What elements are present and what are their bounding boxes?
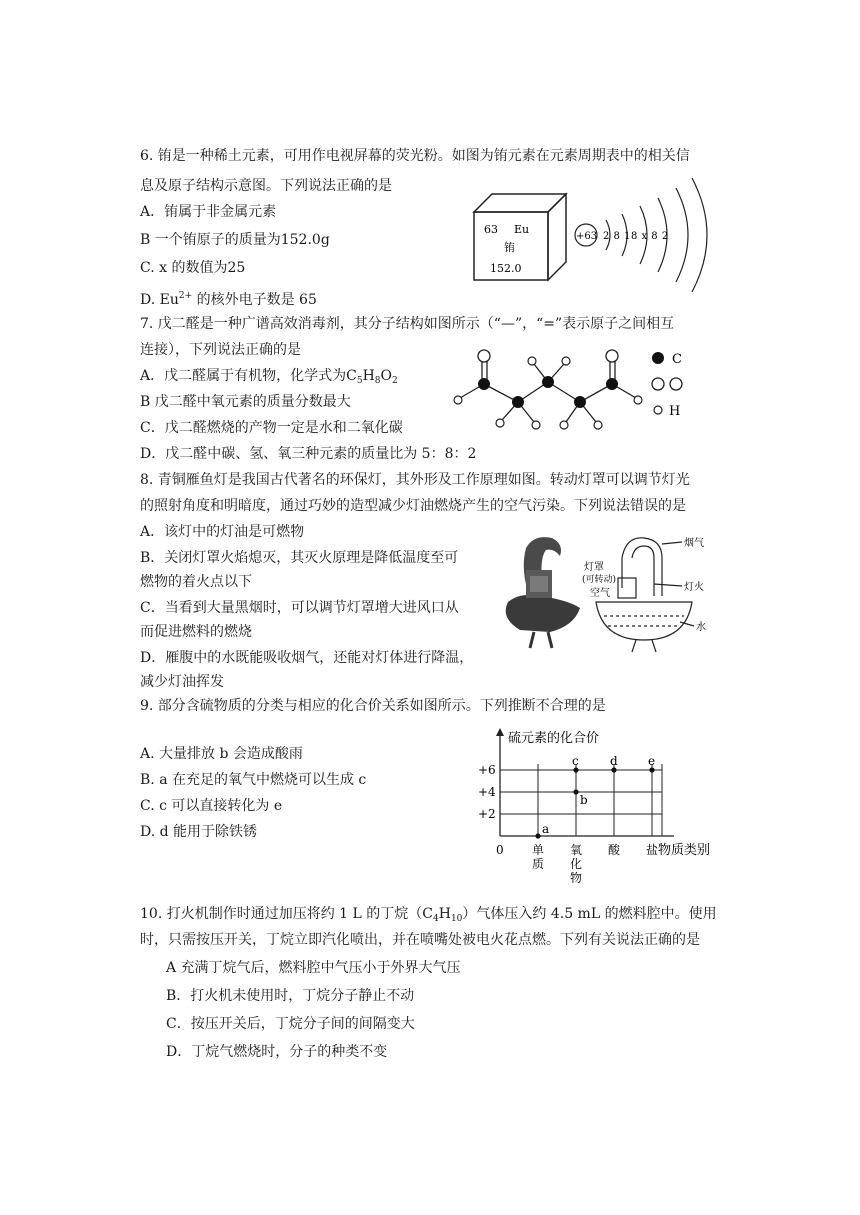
tile-name: 铕: [504, 241, 515, 254]
legend-carbon: C: [672, 352, 682, 367]
nucleus-charge: +63: [576, 231, 598, 242]
q6-option-a: A．铕属于非金属元素: [140, 204, 277, 220]
q6-stem-line2: 息及原子结构示意图。下列说法正确的是: [140, 178, 392, 194]
point-a: [535, 833, 540, 838]
label-water: 水: [696, 622, 706, 633]
q8-option-b-line1: B．关闭灯罩火焰熄灭，其灭火原理是降低温度至可: [140, 550, 459, 566]
y-axis-label: 硫元素的化合价: [508, 731, 600, 746]
label-air: 空气: [590, 588, 610, 599]
y-tick-label: +6: [478, 763, 496, 777]
label-shade: 灯罩: [584, 562, 604, 573]
label-shade-note: (可转动): [582, 575, 617, 585]
x-tick-label: 氧: [570, 843, 583, 857]
y-tick-label: +4: [478, 785, 496, 799]
q8-option-b-line2: 燃物的着火点以下: [140, 574, 252, 590]
q8-stem-line1: 8. 青铜雁鱼灯是我国古代著名的环保灯，其外形及工作原理如图。转动灯罩可以调节灯光: [140, 472, 690, 488]
x-tick-label: 盐: [646, 843, 659, 857]
point-label-b: b: [580, 793, 588, 807]
bronze-lamp-image: [490, 530, 585, 652]
electron-shells: 2 8 18 x 8 2: [603, 231, 669, 242]
q10-option-b: B．打火机未使用时，丁烷分子静止不动: [166, 988, 415, 1004]
legend-hydrogen-dot: [654, 406, 662, 414]
legend-oxygen-dot: [652, 378, 664, 390]
q10-stem-line2: 时，只需按压开关，丁烷立即汽化喷出，并在喷嘴处被电火花点燃。下列有关说法正确的是: [140, 932, 700, 948]
q7-option-b: B 戊二醛中氧元素的质量分数最大: [140, 394, 351, 410]
q8-option-a: A．该灯中的灯油是可燃物: [140, 524, 305, 540]
point-label-d: d: [610, 754, 618, 768]
tile-atomic-number: 63: [484, 223, 498, 236]
q6-option-d: D. $Eu^{2+}$ 的核外电子数是 65: [140, 291, 317, 308]
q9-stem: 9. 部分含硫物质的分类与相应的化合价关系如图所示。下列推断不合理的是: [140, 698, 606, 714]
q10-option-a: A 充满丁烷气后，燃料腔中气压小于外界大气压: [166, 960, 461, 976]
lamp-principle-diagram: [582, 528, 722, 658]
y-axis-arrow: [496, 728, 504, 736]
q9-option-a: A. 大量排放 b 会造成酸雨: [140, 746, 303, 762]
q6-option-b: B 一个铕原子的质量为152.0g: [140, 232, 330, 248]
label-smoke: 烟气: [684, 538, 704, 549]
tile-symbol: Eu: [514, 223, 530, 236]
sulfur-valence-chart: [472, 724, 732, 890]
molecule-diagram: [448, 344, 728, 440]
point-label-c: c: [572, 754, 579, 768]
q6-option-c: C. x 的数值为25: [140, 260, 246, 276]
q7-option-d: D．戊二醛中碳、氢、氧三种元素的质量比为 5：8：2: [140, 446, 477, 462]
periodic-tile: [470, 190, 570, 282]
q8-option-d-line2: 减少灯油挥发: [140, 674, 224, 690]
q10-option-d: D．丁烷气燃烧时，分子的种类不变: [166, 1044, 388, 1060]
point-b: [573, 789, 578, 794]
point-label-e: e: [648, 754, 656, 768]
q8-option-d-line1: D．雁腹中的水既能吸收烟气，还能对灯体进行降温，: [140, 650, 474, 666]
q8-option-c-line2: 而促进燃料的燃烧: [140, 624, 252, 640]
q8-stem-line2: 的照射角度和明暗度，通过巧妙的造型减少灯油燃烧产生的空气污染。下列说法错误的是: [140, 498, 686, 514]
q7-option-c: C．戊二醛燃烧的产物一定是水和二氧化碳: [140, 420, 403, 436]
origin-label: 0: [496, 843, 504, 857]
x-tick-label: 酸: [608, 843, 621, 857]
x-tick-label: 质: [532, 857, 545, 871]
point-d: [611, 767, 616, 772]
x-tick-label: 物: [570, 871, 583, 885]
q9-option-d: D. d 能用于除铁锈: [140, 824, 258, 840]
q10-stem-line1: 10. 打火机制作时通过加压将约 1 L 的丁烷$(C_4H_{10})$气体压入约 4.5 mL 的燃料腔中。使用: [140, 906, 717, 924]
q7-option-a: A．戊二醛属于有机物，化学式为$C_5H_8O_2$: [140, 368, 398, 386]
point-label-a: a: [542, 822, 550, 836]
tile-mass: 152.0: [490, 262, 522, 275]
y-tick-label: +2: [478, 807, 496, 821]
q10-option-c: C．按压开关后，丁烷分子间的间隔变大: [166, 1016, 415, 1032]
q9-option-c: C. c 可以直接转化为 e: [140, 798, 283, 814]
point-e: [649, 767, 654, 772]
legend-hydrogen: H: [669, 404, 681, 419]
q9-option-b: B. a 在充足的氧气中燃烧可以生成 c: [140, 772, 367, 788]
x-tick-label: 化: [570, 857, 583, 871]
x-tick-label: 单: [532, 843, 545, 857]
atomic-structure-diagram: [572, 170, 722, 298]
q8-option-c-line1: C．当看到大量黑烟时，可以调节灯罩增大进风口从: [140, 600, 459, 616]
q7-stem-line1: 7. 戊二醛是一种广谱高效消毒剂，其分子结构如图所示（“—”，“=”表示原子之间相互: [140, 316, 675, 332]
label-fire: 灯火: [684, 582, 704, 593]
q6-stem-line1: 6. 铕是一种稀土元素，可用作电视屏幕的荧光粉。如图为铕元素在元素周期表中的相关信: [140, 148, 690, 164]
legend-carbon-dot: [652, 352, 664, 364]
legend-oxygen: O: [686, 389, 687, 390]
q7-stem-line2: 连接），下列说法正确的是: [140, 342, 301, 358]
point-c: [573, 767, 578, 772]
x-axis-label: 物质类别: [658, 843, 711, 858]
